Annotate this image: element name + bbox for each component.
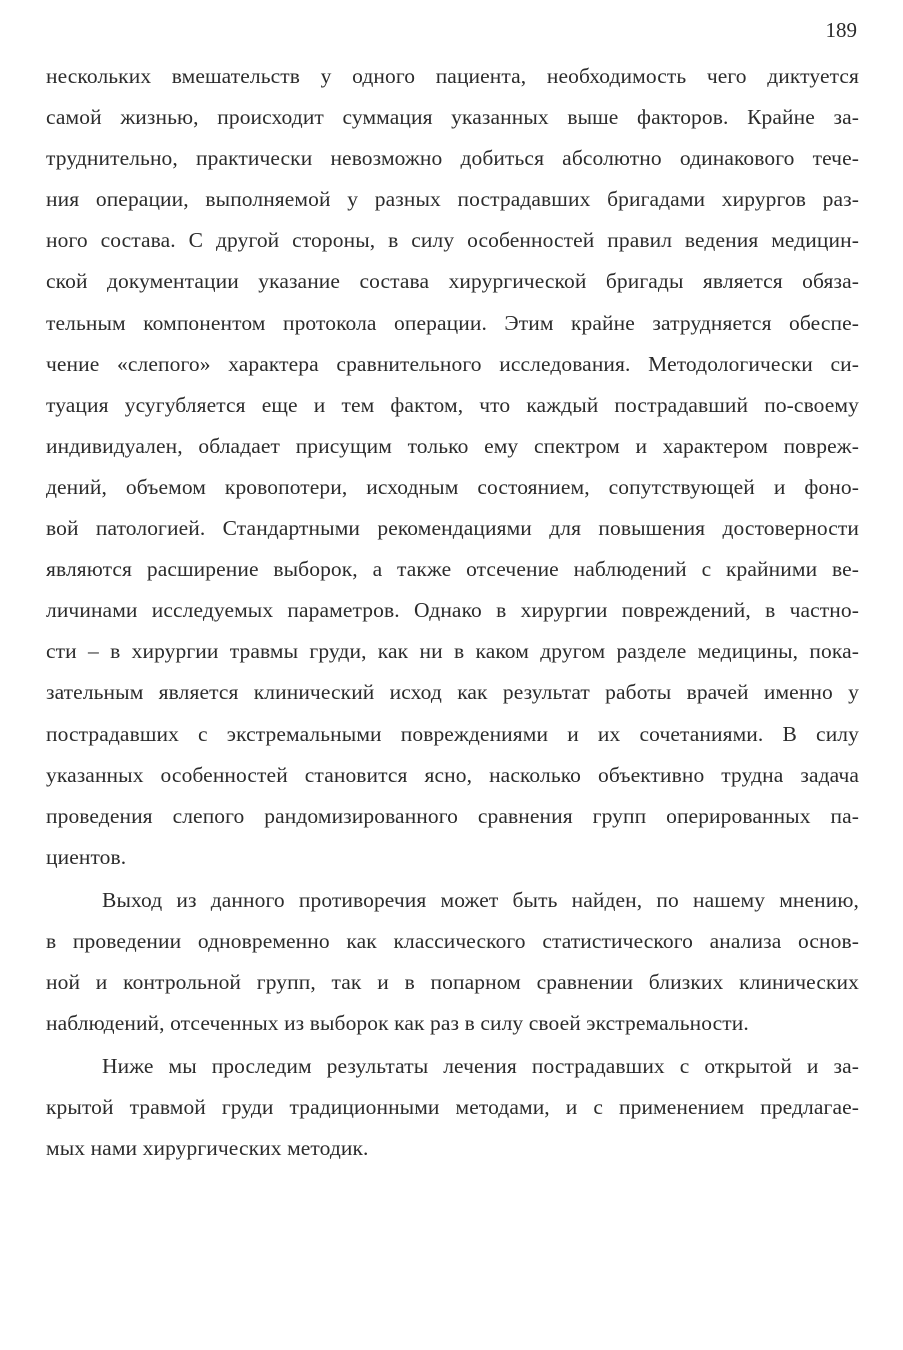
text-line: нескольких вмешательств у одного пациента, необходимость чего диктуется xyxy=(46,64,859,88)
text-line: циентов. xyxy=(46,844,127,869)
text-line: чение «слепого» характера сравнительного исследования. Методологически си- xyxy=(46,351,859,376)
text-line: труднительно, практически невозможно добиться абсолютно одинакового тече- xyxy=(46,146,859,171)
text-line: Ниже мы проследим результаты лечения пострадавших с открытой и за- xyxy=(102,1054,859,1079)
text-line: крытой травмой груди традиционными методами, и с применением предлагае- xyxy=(46,1095,859,1120)
page-number: 189 xyxy=(825,18,857,42)
text-line: вой патологией. Стандартными рекомендациями для повышения достоверности xyxy=(46,516,859,541)
text-line: ния операции, выполняемой у разных пострадавших бригадами хирургов раз- xyxy=(46,187,859,212)
body-text xyxy=(46,56,859,1170)
text-line: мых нами хирургических методик. xyxy=(46,1136,369,1161)
paragraph-3 xyxy=(46,1046,859,1169)
text-line: сти – в хирургии травмы груди, как ни в каком другом разделе медицины, пока- xyxy=(46,639,859,664)
text-line: тельным компонентом протокола операции. Этим крайне затрудняется обеспе- xyxy=(46,310,859,335)
text-line: ской документации указание состава хирургической бригады является обяза- xyxy=(46,269,859,294)
text-line: самой жизнью, происходит суммация указанных выше факторов. Крайне за- xyxy=(46,105,859,130)
paragraph-1 xyxy=(46,56,859,878)
text-line: ной и контрольной групп, так и в попарном сравнении близких клинических xyxy=(46,970,859,995)
text-line: наблюдений, отсеченных из выборок как раз в силу своей экстремальности. xyxy=(46,1011,749,1036)
text-line: Выход из данного противоречия может быть найден, по нашему мнению, xyxy=(102,887,859,912)
text-line: туация усугубляется еще и тем фактом, что каждый пострадавший по-своему xyxy=(46,392,859,417)
text-line: являются расширение выборок, а также отсечение наблюдений с крайними ве- xyxy=(46,557,859,582)
text-line: ного состава. С другой стороны, в силу особенностей правил ведения медицин- xyxy=(46,228,859,253)
text-line: пострадавших с экстремальными повреждениями и их сочетаниями. В силу xyxy=(46,721,859,746)
text-line: индивидуален, обладает присущим только ему спектром и характером повреж- xyxy=(46,433,859,458)
paragraph-2 xyxy=(46,880,859,1044)
text-line: дений, объемом кровопотери, исходным состоянием, сопутствующей и фоно- xyxy=(46,474,859,499)
text-line: в проведении одновременно как классического статистического анализа основ- xyxy=(46,928,859,953)
text-line: личинами исследуемых параметров. Однако в хирургии повреждений, в частно- xyxy=(46,598,859,623)
text-line: зательным является клинический исход как результат работы врачей именно у xyxy=(46,680,859,705)
text-line: указанных особенностей становится ясно, насколько объективно трудна задача xyxy=(46,762,859,787)
text-line: проведения слепого рандомизированного сравнения групп оперированных па- xyxy=(46,803,859,828)
